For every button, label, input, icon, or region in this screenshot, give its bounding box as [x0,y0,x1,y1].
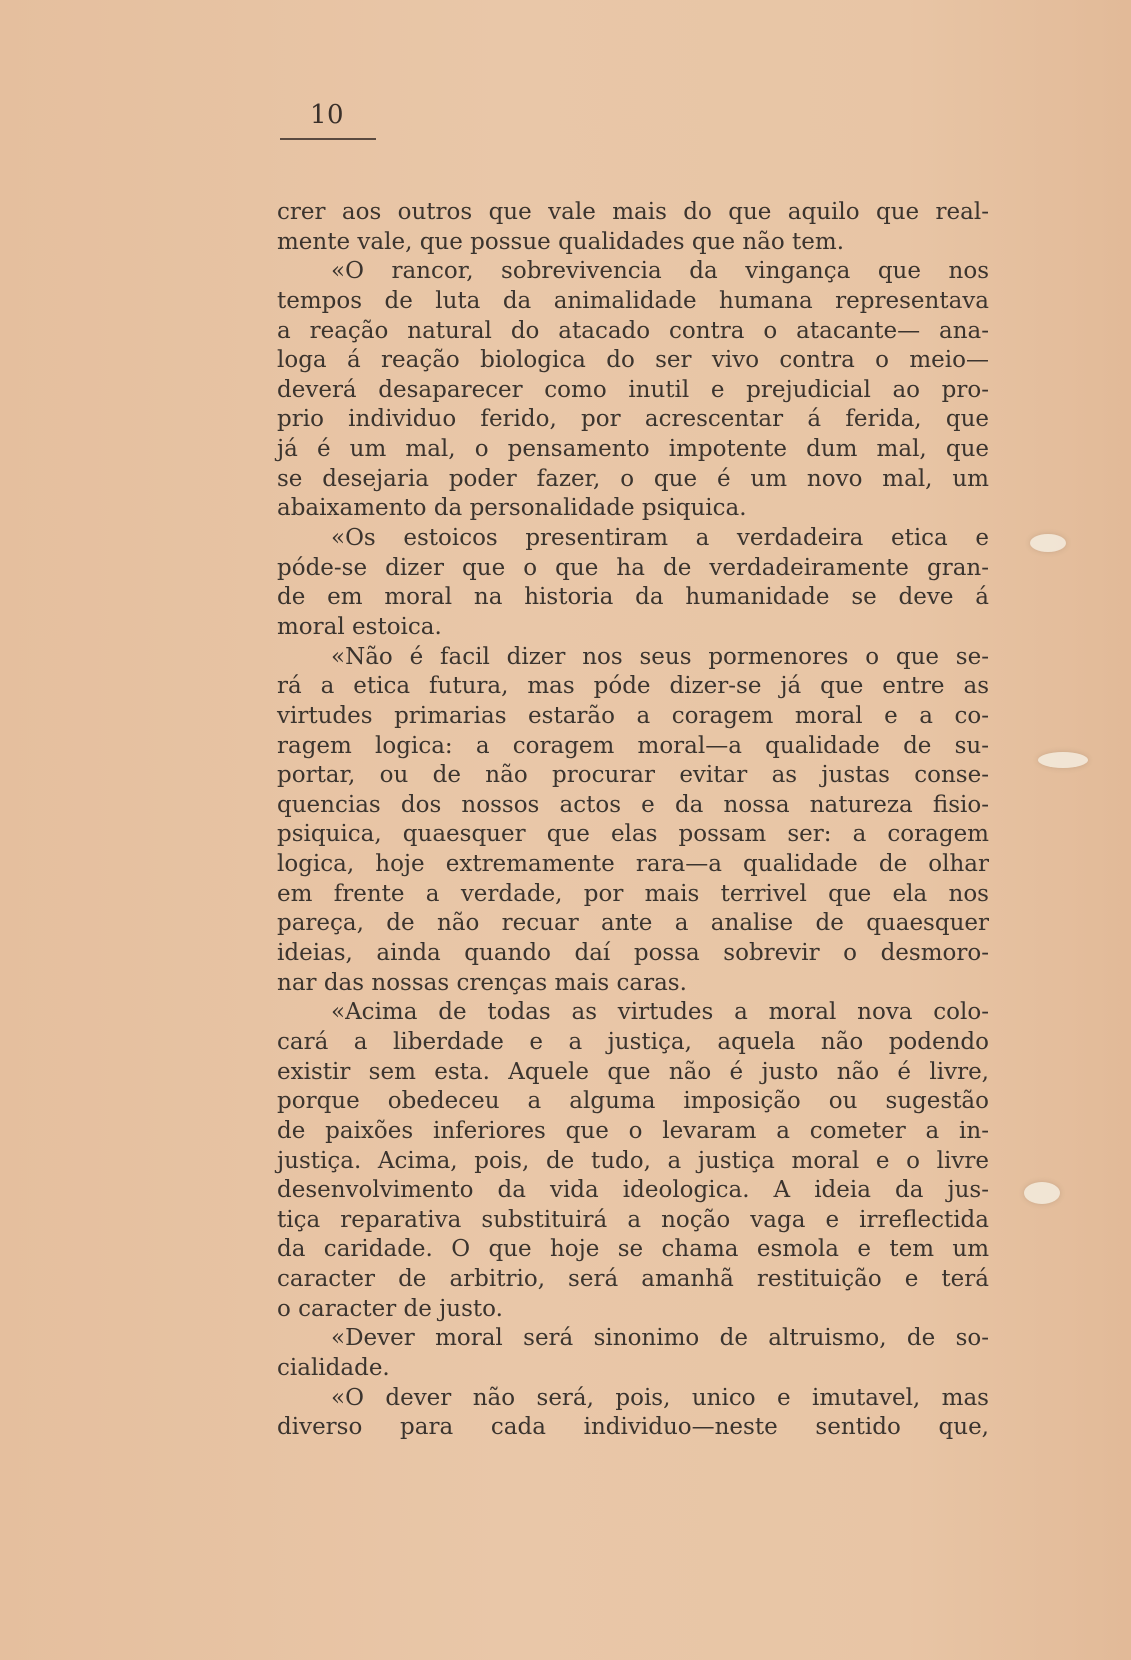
text-line: tempos de luta da animalidade humana representava [277,287,989,314]
text-line: abaixamento da personalidade psiquica. [277,495,747,522]
text-line: o caracter de justo. [277,1295,503,1322]
paper-hole-mark [1038,752,1088,768]
text-line: já é um mal, o pensamento impotente dum mal, que [277,436,989,463]
text-line: tiça reparativa substituirá a noção vaga e irreflectida [277,1206,989,1233]
page-number-rule [280,138,376,140]
paper-hole-mark [1024,1182,1060,1204]
text-line: de paixões inferiores que o levaram a cometer a in- [277,1117,989,1144]
text-line: «Dever moral será sinonimo de altruismo, de so- [331,1325,989,1352]
text-line: cialidade. [277,1354,390,1381]
text-line: da caridade. O que hoje se chama esmola e tem um [277,1236,989,1263]
text-line: virtudes primarias estarão a coragem moral e a co- [277,702,989,729]
text-line: póde-se dizer que o que ha de verdadeiramente gran- [277,554,989,581]
text-line: nar das nossas crenças mais caras. [277,969,687,996]
text-line: «Os estoicos presentiram a verdadeira etica e [331,525,989,552]
text-line: crer aos outros que vale mais do que aquilo que real- [277,199,989,225]
text-line: rá a etica futura, mas póde dizer-se já que entre as [277,673,989,700]
text-line: cará a liberdade e a justiça, aquela não podendo [277,1028,989,1055]
text-line: diverso para cada individuo—neste sentido que, [277,1414,989,1441]
text-line: pareça, de não recuar ante a analise de quaesquer [277,910,989,937]
text-line: psiquica, quaesquer que elas possam ser: a coragem [277,821,989,848]
text-line: deverá desaparecer como inutil e prejudicial ao pro- [277,376,989,403]
text-line: desenvolvimento da vida ideologica. A ideia da jus- [277,1177,989,1204]
text-line: caracter de arbitrio, será amanhã restituição e terá [277,1266,989,1293]
text-line: prio individuo ferido, por acrescentar á ferida, que [277,406,989,433]
text-line: «O dever não será, pois, unico e imutavel, mas [331,1384,989,1411]
text-line: mente vale, que possue qualidades que não tem. [277,228,845,255]
text-line: a reação natural do atacado contra o atacante— ana- [277,317,989,344]
text-line: se desejaria poder fazer, o que é um novo mal, um [277,465,989,492]
text-line: em frente a verdade, por mais terrivel que ela nos [277,880,989,907]
text-line: «Não é facil dizer nos seus pormenores o que se- [331,643,989,670]
text-line: ragem logica: a coragem moral—a qualidade de su- [277,732,989,759]
text-line: quencias dos nossos actos e da nossa natureza fisio- [277,791,989,818]
page-number: 10 [310,100,345,130]
text-line: porque obedeceu a alguma imposição ou sugestão [277,1088,989,1115]
text-line: portar, ou de não procurar evitar as justas conse- [277,762,989,789]
text-line: moral estoica. [277,613,442,640]
text-line: justiça. Acima, pois, de tudo, a justiça moral e o livre [277,1147,989,1174]
text-line: «O rancor, sobrevivencia da vingança que nos [331,258,989,285]
paper-hole-mark [1030,534,1066,552]
text-line: loga á reação biologica do ser vivo contra o meio— [277,347,989,374]
text-line: «Acima de todas as virtudes a moral nova colo- [331,999,989,1026]
text-line: existir sem esta. Aquele que não é justo não é livre, [277,1058,989,1085]
text-line: de em moral na historia da humanidade se deve á [277,584,989,611]
body-text [277,198,989,1443]
text-line: ideias, ainda quando daí possa sobrevir o desmoro- [277,940,989,967]
text-line: logica, hoje extremamente rara—a qualidade de olhar [277,851,989,878]
